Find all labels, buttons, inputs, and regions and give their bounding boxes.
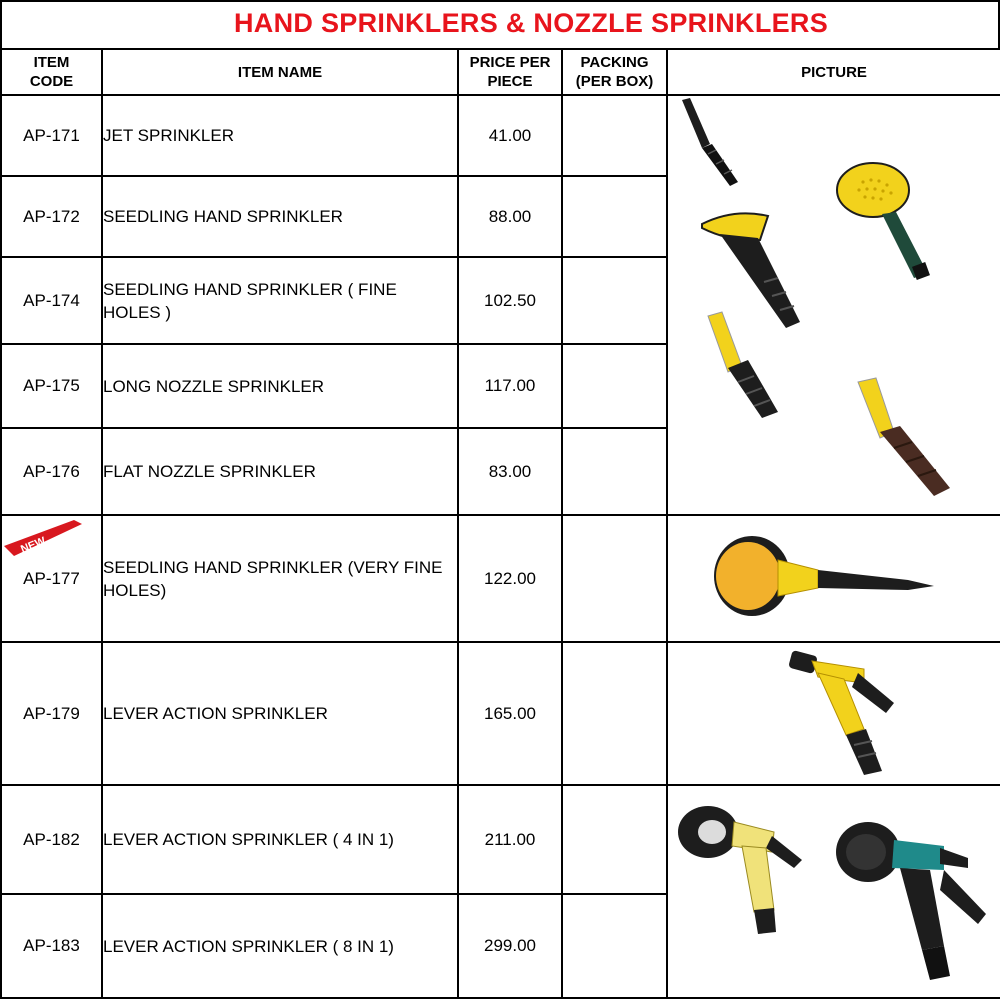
jet-sprinkler-icon — [682, 98, 738, 186]
item-price: 299.00 — [458, 894, 562, 998]
long-nozzle-sprinkler-icon — [708, 312, 778, 418]
item-code: AP-175 — [1, 344, 102, 428]
header-packing: PACKING (PER BOX) — [562, 49, 667, 95]
header-item-code: ITEM CODE — [1, 49, 102, 95]
item-name: LEVER ACTION SPRINKLER ( 8 IN 1) — [102, 894, 458, 998]
table-row — [1, 515, 1000, 642]
item-name: LEVER ACTION SPRINKLER ( 4 IN 1) — [102, 785, 458, 894]
item-code-text: AP-177 — [23, 568, 80, 588]
item-packing — [562, 257, 667, 344]
item-packing — [562, 515, 667, 642]
picture-group-2 — [668, 786, 998, 997]
item-code: AP-176 — [1, 428, 102, 515]
picture-cell-ap-177 — [667, 515, 1000, 642]
item-packing — [562, 176, 667, 257]
item-price: 83.00 — [458, 428, 562, 515]
seedling-hand-sprinkler-funnel-icon — [702, 213, 800, 328]
title-row — [0, 0, 1000, 48]
picture-group-1 — [668, 96, 998, 510]
item-price: 211.00 — [458, 785, 562, 894]
item-name: FLAT NOZZLE SPRINKLER — [102, 428, 458, 515]
lever-action-sprinkler-icon — [668, 643, 998, 783]
header-item-name: ITEM NAME — [102, 49, 458, 95]
header-price: PRICE PER PIECE — [458, 49, 562, 95]
product-table — [0, 48, 1000, 999]
new-badge-label: NEW — [19, 534, 48, 556]
header-picture: PICTURE — [667, 49, 1000, 95]
item-packing — [562, 785, 667, 894]
item-code: AP-179 — [1, 642, 102, 785]
item-code: AP-171 — [1, 95, 102, 176]
item-name: LONG NOZZLE SPRINKLER — [102, 344, 458, 428]
item-code — [1, 515, 102, 642]
item-price: 122.00 — [458, 515, 562, 642]
table-row — [1, 642, 1000, 785]
item-price: 102.50 — [458, 257, 562, 344]
lever-action-8in1-icon — [836, 822, 986, 980]
item-price: 165.00 — [458, 642, 562, 785]
new-badge — [4, 518, 84, 558]
item-name: SEEDLING HAND SPRINKLER ( FINE HOLES ) — [102, 257, 458, 344]
item-packing — [562, 428, 667, 515]
flat-nozzle-sprinkler-icon — [858, 378, 950, 496]
picture-cell-group-1 — [667, 95, 1000, 515]
item-price: 88.00 — [458, 176, 562, 257]
item-name: SEEDLING HAND SPRINKLER — [102, 176, 458, 257]
table-row — [1, 785, 1000, 894]
item-code: AP-172 — [1, 176, 102, 257]
page-title: HAND SPRINKLERS & NOZZLE SPRINKLERS — [234, 8, 829, 38]
item-code: AP-182 — [1, 785, 102, 894]
table-header-row — [1, 49, 1000, 95]
item-packing — [562, 95, 667, 176]
lever-action-4in1-icon — [678, 806, 802, 934]
item-name: JET SPRINKLER — [102, 95, 458, 176]
item-name: LEVER ACTION SPRINKLER — [102, 642, 458, 785]
item-name: SEEDLING HAND SPRINKLER (VERY FINE HOLES) — [102, 515, 458, 642]
item-price: 117.00 — [458, 344, 562, 428]
seedling-very-fine-holes-icon — [668, 516, 998, 640]
picture-cell-group-2 — [667, 785, 1000, 998]
table-row — [1, 95, 1000, 176]
item-code: AP-183 — [1, 894, 102, 998]
item-code: AP-174 — [1, 257, 102, 344]
item-packing — [562, 344, 667, 428]
picture-cell-ap-179 — [667, 642, 1000, 785]
item-price: 41.00 — [458, 95, 562, 176]
item-packing — [562, 894, 667, 998]
item-packing — [562, 642, 667, 785]
seedling-hand-sprinkler-round-icon — [837, 163, 930, 280]
